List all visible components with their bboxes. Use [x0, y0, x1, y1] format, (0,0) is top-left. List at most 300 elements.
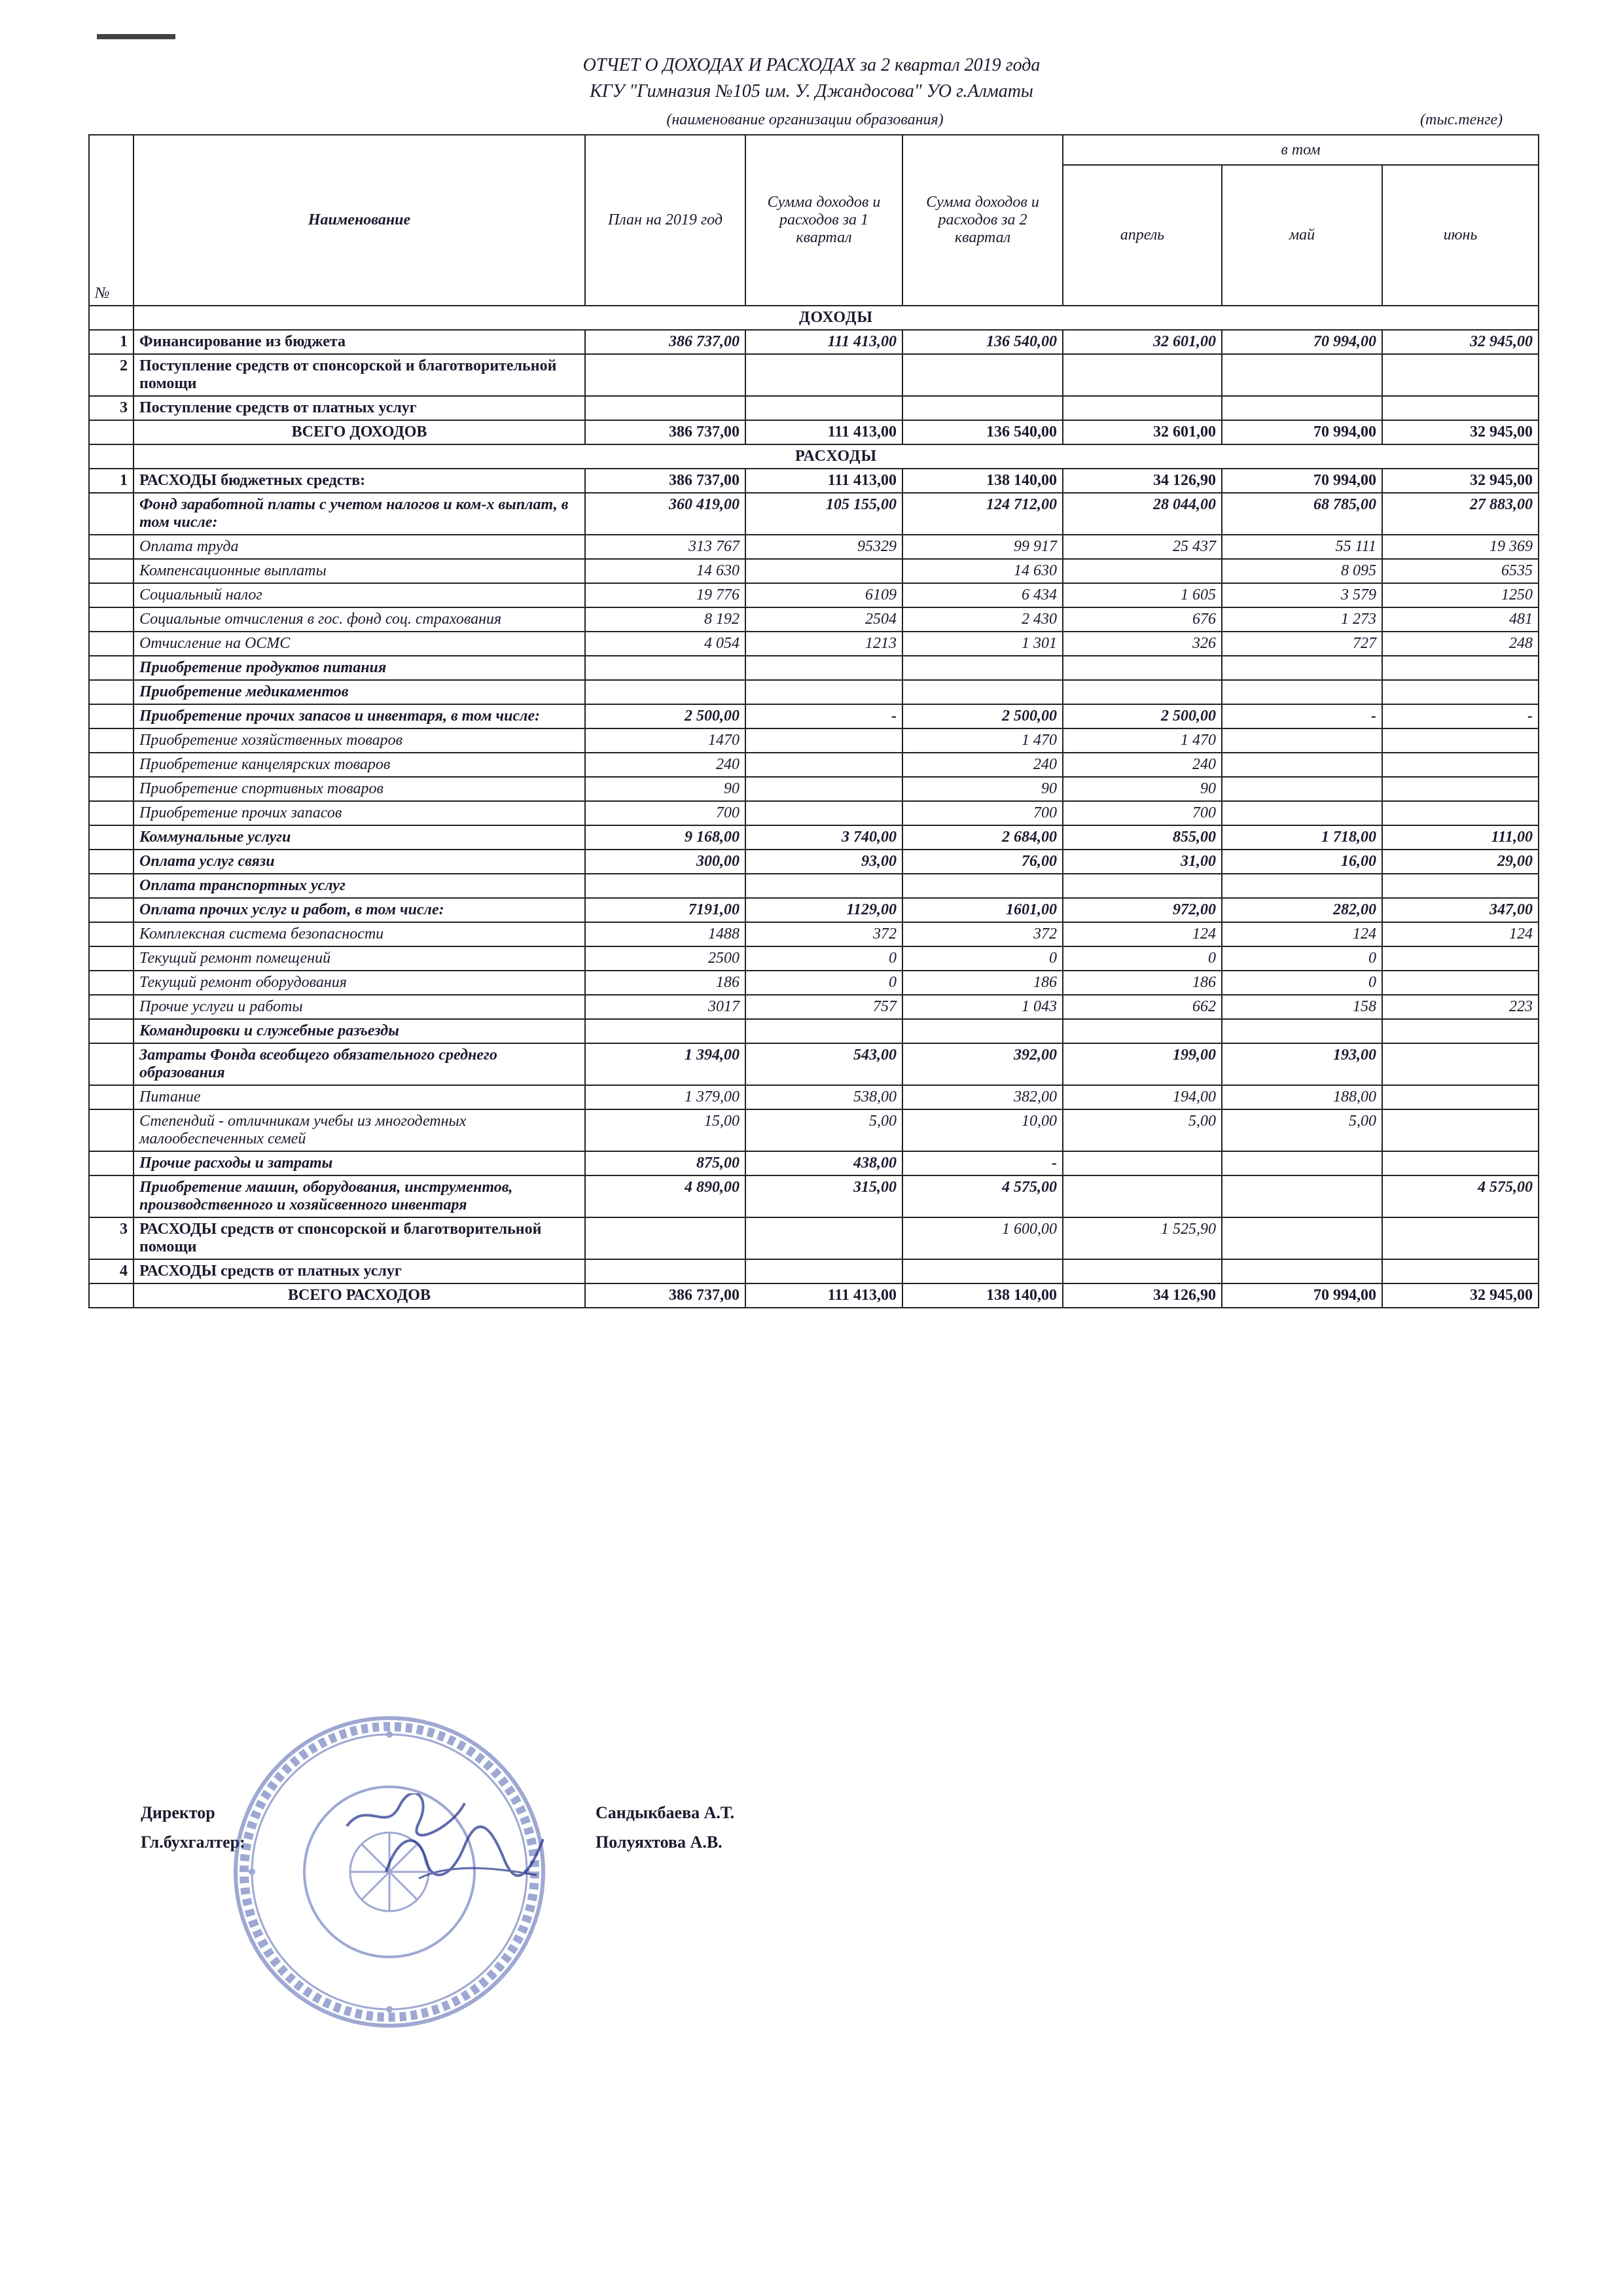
- section-income: ДОХОДЫ: [134, 306, 1539, 330]
- table-row: [89, 632, 1539, 656]
- row-may-value: [1222, 1175, 1382, 1217]
- row-name: Приобретение продуктов питания: [134, 656, 585, 680]
- row-q2-value: [902, 680, 1063, 704]
- row-name: Поступление средств от спонсорской и благотворительной помощи: [134, 354, 585, 396]
- row-q1-value: [745, 396, 902, 420]
- row-q1-value: 105 155,00: [745, 493, 902, 535]
- row-apr-value: 1 470: [1063, 728, 1222, 753]
- row-name: Приобретение канцелярских товаров: [134, 753, 585, 777]
- total-may-value: 70 994,00: [1222, 1283, 1382, 1308]
- row-apr-value: 676: [1063, 607, 1222, 632]
- row-number: 2: [89, 354, 134, 396]
- row-number: [89, 1175, 134, 1217]
- row-apr-value: 972,00: [1063, 898, 1222, 922]
- row-number: [89, 728, 134, 753]
- row-number: [89, 801, 134, 825]
- row-plan-value: 8 192: [585, 607, 745, 632]
- row-may-value: 70 994,00: [1222, 330, 1382, 354]
- row-apr-value: 90: [1063, 777, 1222, 801]
- row-number: [89, 607, 134, 632]
- row-jun-value: [1382, 680, 1539, 704]
- row-q2-value: 90: [902, 777, 1063, 801]
- row-apr-value: 326: [1063, 632, 1222, 656]
- row-q1-value: 757: [745, 995, 902, 1019]
- row-apr-value: [1063, 680, 1222, 704]
- row-q1-value: 315,00: [745, 1175, 902, 1217]
- row-name: РАСХОДЫ бюджетных средств:: [134, 469, 585, 493]
- row-name: Приобретение прочих запасов и инвентаря, в том числе:: [134, 704, 585, 728]
- row-may-value: 124: [1222, 922, 1382, 946]
- row-name: Степендий - отличникам учебы из многодетных малообеспеченных семей: [134, 1109, 585, 1151]
- row-apr-value: [1063, 396, 1222, 420]
- row-name: Оплата услуг связи: [134, 850, 585, 874]
- row-name: Социальные отчисления в гос. фонд соц. страхования: [134, 607, 585, 632]
- row-may-value: -: [1222, 704, 1382, 728]
- table-row: [89, 656, 1539, 680]
- row-jun-value: [1382, 728, 1539, 753]
- report-table: [88, 134, 1539, 1308]
- table-row: [89, 1109, 1539, 1151]
- table-row: [89, 559, 1539, 583]
- row-may-value: [1222, 1217, 1382, 1259]
- col-june-header: июнь: [1382, 165, 1539, 306]
- row-number: [89, 753, 134, 777]
- row-number: [89, 874, 134, 898]
- table-row: [89, 1175, 1539, 1217]
- row-apr-value: 2 500,00: [1063, 704, 1222, 728]
- row-number: [89, 1109, 134, 1151]
- row-q2-value: 2 684,00: [902, 825, 1063, 850]
- row-number: [89, 704, 134, 728]
- row-plan-value: 300,00: [585, 850, 745, 874]
- row-jun-value: [1382, 1019, 1539, 1043]
- row-jun-value: -: [1382, 704, 1539, 728]
- row-name: Компенсационные выплаты: [134, 559, 585, 583]
- row-may-value: 0: [1222, 971, 1382, 995]
- row-may-value: 8 095: [1222, 559, 1382, 583]
- table-row: [89, 1085, 1539, 1109]
- accountant-signature-icon: [380, 1820, 550, 1885]
- row-jun-value: 347,00: [1382, 898, 1539, 922]
- row-q2-value: 392,00: [902, 1043, 1063, 1085]
- units-label: (тыс.тенге): [1420, 111, 1503, 128]
- row-q1-value: 111 413,00: [745, 469, 902, 493]
- row-plan-value: 313 767: [585, 535, 745, 559]
- row-may-value: [1222, 680, 1382, 704]
- row-name: Приобретение прочих запасов: [134, 801, 585, 825]
- row-number: [89, 680, 134, 704]
- row-q1-value: -: [745, 704, 902, 728]
- total-plan-value: 386 737,00: [585, 1283, 745, 1308]
- row-apr-value: 240: [1063, 753, 1222, 777]
- row-apr-value: 31,00: [1063, 850, 1222, 874]
- row-q2-value: 186: [902, 971, 1063, 995]
- director-name: Сандыкбаева А.Т.: [596, 1803, 735, 1822]
- table-row: [89, 330, 1539, 354]
- row-may-value: [1222, 728, 1382, 753]
- total-plan-value: 386 737,00: [585, 420, 745, 444]
- row-apr-value: 5,00: [1063, 1109, 1222, 1151]
- row-name: Приобретение хозяйственных товаров: [134, 728, 585, 753]
- row-plan-value: [585, 680, 745, 704]
- row-q1-value: 2504: [745, 607, 902, 632]
- row-jun-value: 32 945,00: [1382, 469, 1539, 493]
- row-q2-value: [902, 1259, 1063, 1283]
- row-number: [89, 898, 134, 922]
- row-plan-value: 7191,00: [585, 898, 745, 922]
- row-q2-value: 2 500,00: [902, 704, 1063, 728]
- table-row: [89, 535, 1539, 559]
- row-number: [89, 946, 134, 971]
- row-name: Оплата прочих услуг и работ, в том числе:: [134, 898, 585, 922]
- row-q2-value: 240: [902, 753, 1063, 777]
- row-may-value: 188,00: [1222, 1085, 1382, 1109]
- table-row: [89, 680, 1539, 704]
- row-plan-value: 386 737,00: [585, 330, 745, 354]
- report-body: [89, 306, 1539, 1308]
- row-q1-value: 543,00: [745, 1043, 902, 1085]
- col-group-header: в том: [1063, 135, 1539, 165]
- row-number: [89, 1151, 134, 1175]
- row-q1-value: [745, 656, 902, 680]
- section-num-cell: [89, 444, 134, 469]
- col-plan-header: План на 2019 год: [585, 135, 745, 306]
- row-apr-value: [1063, 1151, 1222, 1175]
- row-may-value: 1 273: [1222, 607, 1382, 632]
- row-number: [89, 632, 134, 656]
- row-q2-value: 1 043: [902, 995, 1063, 1019]
- table-row: [89, 1217, 1539, 1259]
- row-q2-value: 1 600,00: [902, 1217, 1063, 1259]
- row-q2-value: [902, 874, 1063, 898]
- row-apr-value: 28 044,00: [1063, 493, 1222, 535]
- table-row: [89, 607, 1539, 632]
- organization-name: КГУ "Гимназия №105 им. У. Джандосова" УО г.Алматы: [590, 81, 1033, 101]
- col-name-header: Наименование: [134, 135, 585, 306]
- row-name: Оплата транспортных услуг: [134, 874, 585, 898]
- row-may-value: 68 785,00: [1222, 493, 1382, 535]
- row-apr-value: 0: [1063, 946, 1222, 971]
- row-name: Оплата труда: [134, 535, 585, 559]
- row-number: [89, 1043, 134, 1085]
- row-number: [89, 559, 134, 583]
- row-apr-value: 186: [1063, 971, 1222, 995]
- row-jun-value: 248: [1382, 632, 1539, 656]
- row-q2-value: [902, 1019, 1063, 1043]
- row-q1-value: [745, 874, 902, 898]
- row-name: Поступление средств от платных услуг: [134, 396, 585, 420]
- total-num-cell: [89, 1283, 134, 1308]
- row-jun-value: 124: [1382, 922, 1539, 946]
- row-apr-value: 855,00: [1063, 825, 1222, 850]
- row-q1-value: [745, 777, 902, 801]
- row-q2-value: [902, 396, 1063, 420]
- row-jun-value: 6535: [1382, 559, 1539, 583]
- table-row: [89, 753, 1539, 777]
- row-may-value: [1222, 1259, 1382, 1283]
- row-q2-value: 700: [902, 801, 1063, 825]
- row-plan-value: 875,00: [585, 1151, 745, 1175]
- row-apr-value: 34 126,90: [1063, 469, 1222, 493]
- row-plan-value: 15,00: [585, 1109, 745, 1151]
- row-plan-value: 14 630: [585, 559, 745, 583]
- row-jun-value: [1382, 1085, 1539, 1109]
- row-may-value: 0: [1222, 946, 1382, 971]
- row-q2-value: 6 434: [902, 583, 1063, 607]
- row-apr-value: [1063, 1259, 1222, 1283]
- row-number: 3: [89, 396, 134, 420]
- row-q1-value: [745, 559, 902, 583]
- row-q1-value: [745, 1019, 902, 1043]
- row-jun-value: [1382, 1043, 1539, 1085]
- table-row: [89, 1259, 1539, 1283]
- row-jun-value: [1382, 656, 1539, 680]
- row-q2-value: -: [902, 1151, 1063, 1175]
- row-q2-value: [902, 656, 1063, 680]
- row-jun-value: 223: [1382, 995, 1539, 1019]
- director-label: Директор: [141, 1803, 215, 1822]
- row-may-value: [1222, 1019, 1382, 1043]
- row-name: Питание: [134, 1085, 585, 1109]
- row-number: [89, 583, 134, 607]
- table-row: [89, 825, 1539, 850]
- row-apr-value: 194,00: [1063, 1085, 1222, 1109]
- row-apr-value: [1063, 1019, 1222, 1043]
- table-row: [89, 469, 1539, 493]
- total-may-value: 70 994,00: [1222, 420, 1382, 444]
- row-q2-value: 372: [902, 922, 1063, 946]
- row-number: [89, 971, 134, 995]
- total-label: ВСЕГО РАСХОДОВ: [134, 1283, 585, 1308]
- row-number: 4: [89, 1259, 134, 1283]
- row-name: Командировки и служебные разъезды: [134, 1019, 585, 1043]
- total-q2-value: 138 140,00: [902, 1283, 1063, 1308]
- row-q2-value: 1601,00: [902, 898, 1063, 922]
- row-number: [89, 995, 134, 1019]
- total-apr-value: 32 601,00: [1063, 420, 1222, 444]
- row-plan-value: [585, 1019, 745, 1043]
- total-q1-value: 111 413,00: [745, 420, 902, 444]
- row-q2-value: 76,00: [902, 850, 1063, 874]
- row-may-value: 55 111: [1222, 535, 1382, 559]
- table-row: [89, 777, 1539, 801]
- row-plan-value: 3017: [585, 995, 745, 1019]
- row-apr-value: [1063, 354, 1222, 396]
- row-may-value: 16,00: [1222, 850, 1382, 874]
- row-may-value: 3 579: [1222, 583, 1382, 607]
- total-row: [89, 1283, 1539, 1308]
- row-jun-value: 27 883,00: [1382, 493, 1539, 535]
- row-q1-value: [745, 1259, 902, 1283]
- row-q2-value: 0: [902, 946, 1063, 971]
- row-plan-value: 4 890,00: [585, 1175, 745, 1217]
- row-apr-value: 1 525,90: [1063, 1217, 1222, 1259]
- row-q1-value: [745, 753, 902, 777]
- row-name: Прочие услуги и работы: [134, 995, 585, 1019]
- row-number: [89, 777, 134, 801]
- row-may-value: [1222, 777, 1382, 801]
- row-plan-value: 1488: [585, 922, 745, 946]
- row-apr-value: 700: [1063, 801, 1222, 825]
- row-jun-value: [1382, 1109, 1539, 1151]
- row-apr-value: 1 605: [1063, 583, 1222, 607]
- row-q1-value: 95329: [745, 535, 902, 559]
- row-may-value: 1 718,00: [1222, 825, 1382, 850]
- table-row: [89, 850, 1539, 874]
- row-name: Комплексная система безопасности: [134, 922, 585, 946]
- row-number: 3: [89, 1217, 134, 1259]
- table-row: [89, 493, 1539, 535]
- row-q1-value: 0: [745, 946, 902, 971]
- row-q2-value: 1 301: [902, 632, 1063, 656]
- row-jun-value: [1382, 1217, 1539, 1259]
- row-name: Фонд заработной платы с учетом налогов и ком-х выплат, в том числе:: [134, 493, 585, 535]
- row-number: [89, 656, 134, 680]
- table-row: [89, 922, 1539, 946]
- row-plan-value: [585, 396, 745, 420]
- row-plan-value: 360 419,00: [585, 493, 745, 535]
- row-plan-value: 90: [585, 777, 745, 801]
- row-may-value: 70 994,00: [1222, 469, 1382, 493]
- row-name: Текущий ремонт помещений: [134, 946, 585, 971]
- row-apr-value: 32 601,00: [1063, 330, 1222, 354]
- row-q1-value: [745, 354, 902, 396]
- row-may-value: [1222, 396, 1382, 420]
- row-jun-value: 111,00: [1382, 825, 1539, 850]
- row-q1-value: 438,00: [745, 1151, 902, 1175]
- row-number: [89, 825, 134, 850]
- table-row: [89, 1019, 1539, 1043]
- row-name: Текущий ремонт оборудования: [134, 971, 585, 995]
- table-row: [89, 704, 1539, 728]
- row-q1-value: [745, 1217, 902, 1259]
- row-jun-value: 32 945,00: [1382, 330, 1539, 354]
- row-name: Приобретение медикаментов: [134, 680, 585, 704]
- row-plan-value: 386 737,00: [585, 469, 745, 493]
- row-name: Приобретение спортивных товаров: [134, 777, 585, 801]
- row-q2-value: 99 917: [902, 535, 1063, 559]
- row-apr-value: [1063, 874, 1222, 898]
- row-q2-value: 14 630: [902, 559, 1063, 583]
- table-row: [89, 874, 1539, 898]
- row-number: [89, 1085, 134, 1109]
- total-apr-value: 34 126,90: [1063, 1283, 1222, 1308]
- table-row: [89, 1151, 1539, 1175]
- row-q2-value: 382,00: [902, 1085, 1063, 1109]
- row-q1-value: 6109: [745, 583, 902, 607]
- table-row: [89, 583, 1539, 607]
- row-apr-value: [1063, 559, 1222, 583]
- table-row: [89, 971, 1539, 995]
- row-plan-value: 9 168,00: [585, 825, 745, 850]
- row-q1-value: 111 413,00: [745, 330, 902, 354]
- corner-mark: [97, 34, 175, 39]
- report-title: ОТЧЕТ О ДОХОДАХ И РАСХОДАХ за 2 квартал 2019 года: [582, 55, 1041, 75]
- row-jun-value: 4 575,00: [1382, 1175, 1539, 1217]
- row-q2-value: [902, 354, 1063, 396]
- row-name: Коммунальные услуги: [134, 825, 585, 850]
- row-plan-value: 4 054: [585, 632, 745, 656]
- row-jun-value: 1250: [1382, 583, 1539, 607]
- row-q1-value: [745, 801, 902, 825]
- row-jun-value: [1382, 971, 1539, 995]
- total-row: [89, 420, 1539, 444]
- row-q2-value: 136 540,00: [902, 330, 1063, 354]
- row-may-value: 193,00: [1222, 1043, 1382, 1085]
- row-name: Приобретение машин, оборудования, инструментов, производственного и хозяйсвенного инвентаря: [134, 1175, 585, 1217]
- row-q1-value: [745, 680, 902, 704]
- row-may-value: 282,00: [1222, 898, 1382, 922]
- row-apr-value: [1063, 1175, 1222, 1217]
- row-apr-value: 25 437: [1063, 535, 1222, 559]
- total-q1-value: 111 413,00: [745, 1283, 902, 1308]
- row-plan-value: 1 394,00: [585, 1043, 745, 1085]
- row-may-value: [1222, 1151, 1382, 1175]
- row-plan-value: [585, 874, 745, 898]
- row-name: Социальный налог: [134, 583, 585, 607]
- col-may-header: май: [1222, 165, 1382, 306]
- row-name: РАСХОДЫ средств от спонсорской и благотворительной помощи: [134, 1217, 585, 1259]
- total-q2-value: 136 540,00: [902, 420, 1063, 444]
- row-q2-value: 4 575,00: [902, 1175, 1063, 1217]
- row-apr-value: 199,00: [1063, 1043, 1222, 1085]
- row-jun-value: [1382, 1151, 1539, 1175]
- row-jun-value: 19 369: [1382, 535, 1539, 559]
- row-may-value: 727: [1222, 632, 1382, 656]
- accountant-name: Полуяхтова А.В.: [596, 1833, 722, 1852]
- col-april-header: апрель: [1063, 165, 1222, 306]
- row-q1-value: 1129,00: [745, 898, 902, 922]
- row-plan-value: 19 776: [585, 583, 745, 607]
- row-plan-value: [585, 1259, 745, 1283]
- total-num-cell: [89, 420, 134, 444]
- row-number: 1: [89, 469, 134, 493]
- row-may-value: [1222, 354, 1382, 396]
- row-q1-value: 1213: [745, 632, 902, 656]
- table-row: [89, 995, 1539, 1019]
- row-jun-value: [1382, 354, 1539, 396]
- section-row: [89, 444, 1539, 469]
- row-q2-value: 2 430: [902, 607, 1063, 632]
- row-q1-value: 372: [745, 922, 902, 946]
- row-jun-value: [1382, 777, 1539, 801]
- row-plan-value: 2 500,00: [585, 704, 745, 728]
- row-q1-value: 93,00: [745, 850, 902, 874]
- row-q2-value: 138 140,00: [902, 469, 1063, 493]
- row-may-value: 5,00: [1222, 1109, 1382, 1151]
- row-plan-value: 186: [585, 971, 745, 995]
- row-apr-value: 124: [1063, 922, 1222, 946]
- section-expense: РАСХОДЫ: [134, 444, 1539, 469]
- row-q1-value: 0: [745, 971, 902, 995]
- row-q2-value: 10,00: [902, 1109, 1063, 1151]
- accountant-label: Гл.бухгалтер:: [141, 1833, 245, 1852]
- row-apr-value: [1063, 656, 1222, 680]
- row-q2-value: 1 470: [902, 728, 1063, 753]
- row-q1-value: 3 740,00: [745, 825, 902, 850]
- row-may-value: [1222, 656, 1382, 680]
- row-plan-value: 2500: [585, 946, 745, 971]
- total-jun-value: 32 945,00: [1382, 1283, 1539, 1308]
- row-plan-value: 1 379,00: [585, 1085, 745, 1109]
- row-apr-value: 662: [1063, 995, 1222, 1019]
- row-number: [89, 535, 134, 559]
- total-label: ВСЕГО ДОХОДОВ: [134, 420, 585, 444]
- row-jun-value: [1382, 753, 1539, 777]
- row-jun-value: [1382, 801, 1539, 825]
- row-name: Финансирование из бюджета: [134, 330, 585, 354]
- col-q2-header: Сумма доходов и расходов за 2 квартал: [902, 135, 1063, 306]
